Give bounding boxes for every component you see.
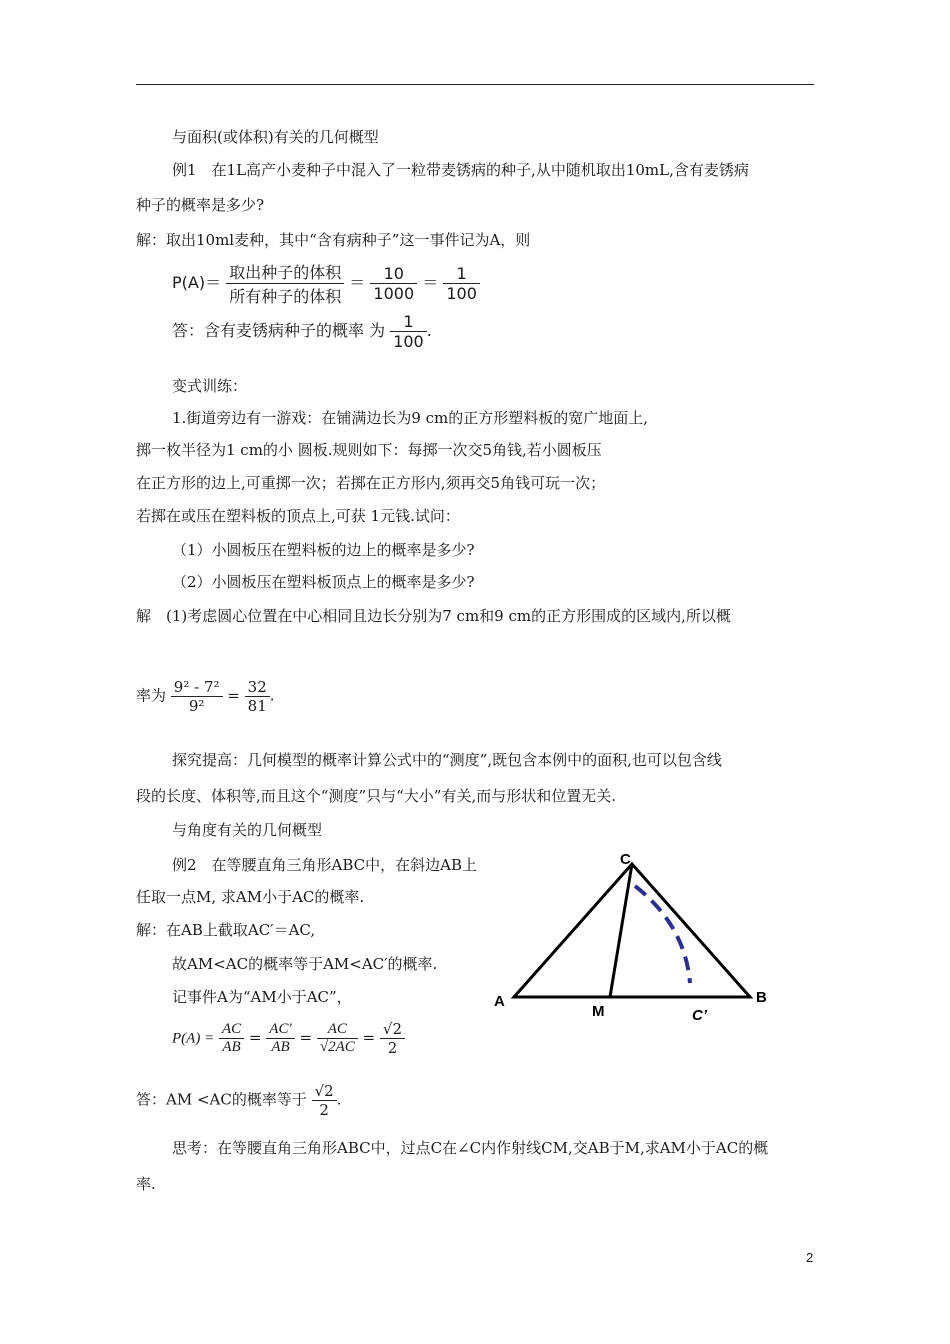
example2-line2: 任取一点M, 求AM小于AC的概率. (136, 888, 365, 906)
section-title-angle: 与角度有关的几何概型 (172, 821, 323, 839)
fraction-ac-ab: $\frac{AC}{AB}$ (219, 1021, 244, 1056)
fraction-10-1000: $\frac{10}{1000}$ (370, 264, 417, 303)
explore-line1: 探究提高：几何模型的概率计算公式中的“测度”,既包含本例中的面积,也可以包含线 (172, 751, 722, 769)
answer2: 答：AM <AC的概率等于 $\frac{√2}{2}$ . (136, 1082, 342, 1119)
solution2-line: 解 (1)考虑圆心位置在中心相同且边长分别为7 cm和9 cm的正方形围成的区域内,所以概 (136, 607, 731, 625)
answer1: 答：含有麦锈病种子的概率 为 $\frac{1}{100}$ . (172, 312, 432, 351)
label-c: C (620, 851, 631, 868)
label-m: M (592, 1003, 605, 1020)
header-rule (136, 84, 814, 85)
fraction-squares: $\frac{\text{9² - 7²}}{\text{9²}}$ (171, 678, 223, 715)
fraction-sqrt2-2: $\frac{√2}{2}$ (380, 1020, 405, 1057)
variant-line3: 在正方形的边上,可重掷一次；若掷在正方形内,须再交5角钱可玩一次； (136, 474, 606, 492)
question2: （2）小圆板压在塑料板顶点上的概率是多少? (172, 573, 475, 591)
rate-formula: 率为 $\frac{\text{9² - 7²}}{\text{9²}}$ = $\frac{32}{81}$ . (136, 678, 275, 715)
question1: （1）小圆板压在塑料板的边上的概率是多少? (172, 541, 475, 559)
explore-line2: 段的长度、体积等,而且这个“测度”只与“大小”有关,而与形状和位置无关. (136, 787, 616, 805)
fraction-32-81: $\frac{32}{81}$ (245, 678, 270, 715)
fraction-ac-sqrt2ac: $\frac{AC}{√2AC}$ (317, 1021, 358, 1056)
formula-lhs: P(A)＝ (172, 273, 222, 292)
formula-pa-length: P(A) = $\frac{AC}{AB}$ = $\frac{AC'}{AB}$ = $\frac{AC}{√2AC}$ = $\frac{√2}{2}$ (172, 1020, 405, 1057)
variant-line4: 若掷在或压在塑料板的顶点上,可获 1元钱.试问： (136, 507, 460, 525)
label-b: B (756, 989, 767, 1006)
example1-line1: 例1 在1L高产小麦种子中混入了一粒带麦锈病的种子,从中随机取出10mL,含有麦锈病 (172, 161, 749, 179)
think-line1: 思考：在等腰直角三角形ABC中，过点C在∠C内作射线CM,交AB于M,求AM小于AC的概 (172, 1139, 769, 1157)
variant-line1: 1.街道旁边有一游戏：在铺满边长为9 cm的正方形塑料板的宽广地面上, (172, 409, 649, 427)
formula-pa-volume: P(A)＝ $\frac{\text{取出种子的体积}}{\text{所有种子的体积}}$ ＝ $\frac{10}{1000}$ ＝ $\frac{1}{100}$ (172, 260, 480, 307)
solution1-intro: 解：取出10ml麦种，其中“含有病种子”这一事件记为A，则 (136, 231, 531, 249)
label-a: A (494, 993, 505, 1010)
fraction-acprime-ab: $\frac{AC'}{AB}$ (266, 1021, 294, 1056)
label-c-prime: C’ (692, 1007, 707, 1024)
variant-line2: 掷一枚半径为1 cm的小 圆板.规则如下：每掷一次交5角钱,若小圆板压 (136, 441, 602, 459)
triangle-abc (514, 864, 750, 997)
example2-line1: 例2 在等腰直角三角形ABC中，在斜边AB上 (172, 856, 478, 874)
example1-line2: 种子的概率是多少? (136, 196, 265, 214)
page-number: 2 (806, 1250, 814, 1265)
solution3-line3: 记事件A为“AM小于AC”， (172, 988, 352, 1006)
fraction-volume: $\frac{\text{取出种子的体积}}{\text{所有种子的体积}}$ (226, 260, 344, 307)
think-line2: 率. (136, 1175, 156, 1193)
section-title-area: 与面积(或体积)有关的几何概型 (172, 128, 379, 146)
fraction-1-100: $\frac{1}{100}$ (443, 264, 480, 303)
solution3-line2: 故AM<AC的概率等于AM<AC′的概率. (172, 955, 438, 973)
solution3-line1: 解：在AB上截取AC′＝AC, (136, 921, 316, 939)
variant-title: 变式训练： (172, 377, 248, 395)
fraction-answer2: $\frac{√2}{2}$ (312, 1082, 337, 1119)
fraction-answer1: $\frac{1}{100}$ (390, 312, 427, 351)
triangle-diagram (480, 840, 780, 1030)
